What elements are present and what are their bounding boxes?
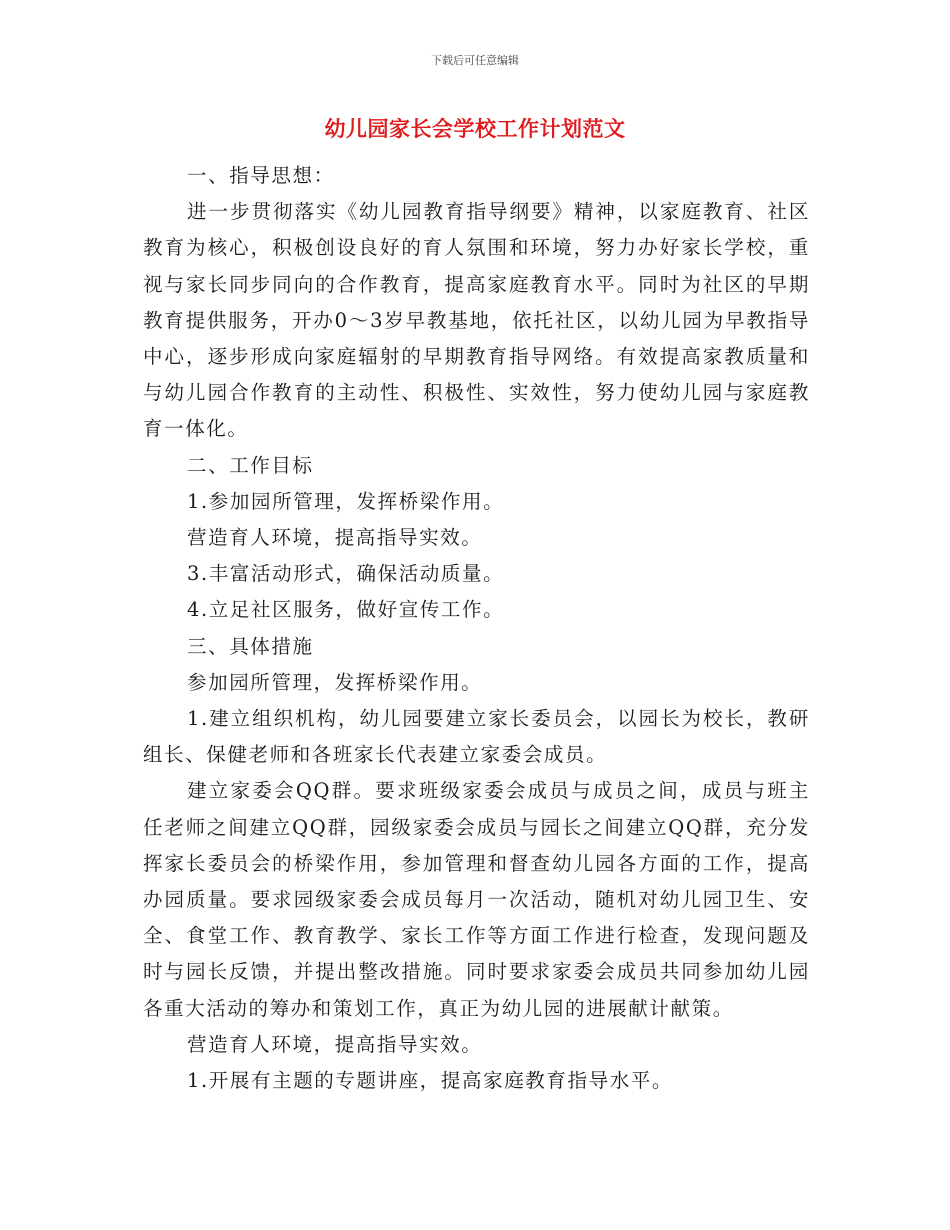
goal-item-3: 3.丰富活动形式，确保活动质量。 <box>187 562 505 586</box>
document-body <box>143 158 810 1099</box>
paragraph-guiding-thought: 进一步贯彻落实《幼儿园教育指导纲要》精神，以家庭教育、社区教育为核心，积极创设良好的育人氛围和环境，努力办好家长学校，重视与家长同步同向的合作教育，提高家庭教育水平。同时为社区的早期教育提供服务，开办0～3岁早教基地，依托社区，以幼儿园为早教指导中心，逐步形成向家庭辐射的早期教育指导网络。有效提高家教质量和与幼儿园合作教育的主动性、积极性、实效性，努力使幼儿园与家庭教育一体化。 <box>143 200 810 441</box>
document-title: 幼儿园家长会学校工作计划范文 <box>324 116 626 141</box>
goal-item-4: 4.立足社区服务，做好宣传工作。 <box>187 598 505 622</box>
measure-subheading-2: 营造育人环境，提高指导实效。 <box>187 1032 483 1056</box>
section-heading-guiding-thought: 一、指导思想： <box>187 164 335 187</box>
measure-paragraph-3: 1.开展有主题的专题讲座，提高家庭教育指导水平。 <box>187 1069 674 1093</box>
measure-paragraph-2: 建立家委会QQ群。要求班级家委会成员与成员之间，成员与班主任老师之间建立QQ群，园级家委会成员与园长之间建立QQ群，充分发挥家长委员会的桥梁作用，参加管理和督查幼儿园各方面的工作，提高办园质量。要求园级家委会成员每月一次活动，随机对幼儿园卫生、安全、食堂工作、教育教学、家长工作等方面工作进行检查，发现问题及时与园长反馈，并提出整改措施。同时要求家委会成员共同参加幼儿园各重大活动的筹办和策划工作，真正为幼儿园的进展献计献策。 <box>143 779 810 1020</box>
goal-item-1: 1.参加园所管理，发挥桥梁作用。 <box>187 489 505 513</box>
section-heading-work-goals: 二、工作目标 <box>187 453 314 477</box>
section-heading-measures: 三、具体措施 <box>187 634 314 658</box>
goal-item-2: 营造育人环境，提高指导实效。 <box>187 526 483 550</box>
measure-paragraph-1: 1.建立组织机构，幼儿园要建立家长委员会，以园长为校长，教研组长、保健老师和各班家长代表建立家委会成员。 <box>143 707 810 767</box>
header-note: 下载后可任意编辑 <box>431 54 519 67</box>
measure-subheading-1: 参加园所管理，发挥桥梁作用。 <box>187 670 483 694</box>
